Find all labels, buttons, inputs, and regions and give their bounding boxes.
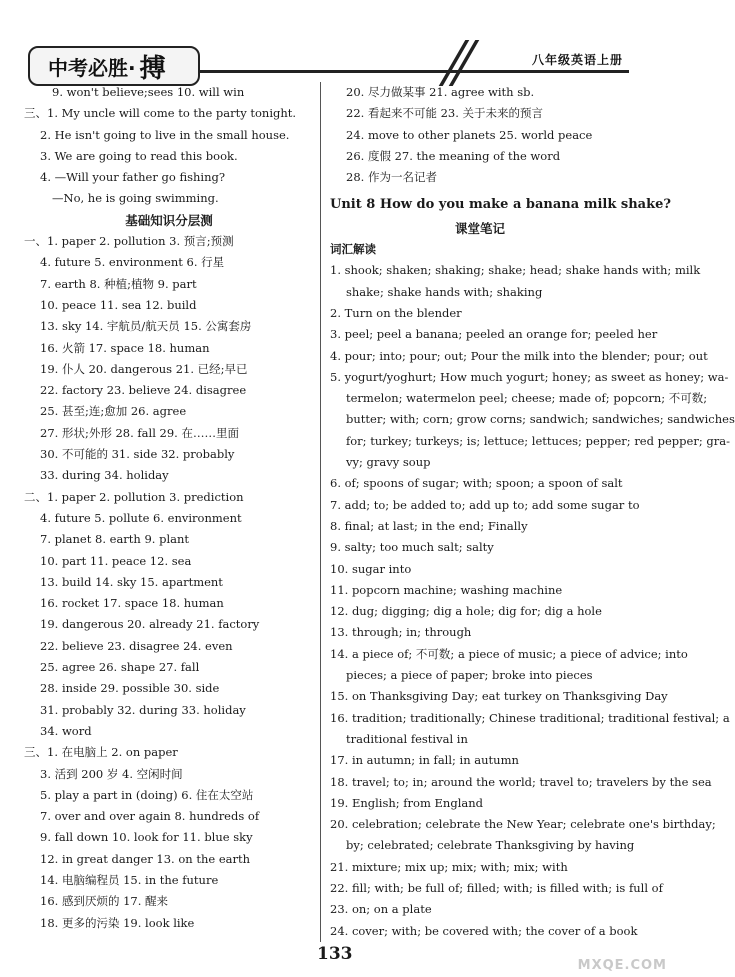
answer-line: 27. 形状;外形 28. fall 29. 在……里面	[40, 425, 239, 440]
answer-line: 12. dug; digging; dig a hole; dig for; dig a hole	[330, 604, 602, 619]
answer-line: 2. Turn on the blender	[330, 305, 462, 320]
answer-line: 31. probably 32. during 33. holiday	[40, 702, 246, 717]
answer-line: 15. on Thanksgiving Day; eat turkey on Thanksgiving Day	[330, 689, 668, 704]
answer-line: traditional festival in	[346, 731, 468, 746]
answer-line: 19. 仆人 20. dangerous 21. 已经;早已	[40, 361, 248, 376]
answer-line: 7. earth 8. 种植;植物 9. part	[40, 276, 197, 291]
answer-line: 9. won't believe;sees 10. will win	[52, 85, 245, 99]
answer-line: 19. dangerous 20. already 21. factory	[40, 617, 260, 632]
answer-line: 25. 甚至;连;愈加 26. agree	[40, 404, 187, 419]
answer-line: 4. pour; into; pour; out; Pour the milk into the blender; pour; out	[330, 348, 708, 363]
series-logo	[28, 46, 200, 86]
right-column	[330, 82, 735, 942]
answer-line: 16. rocket 17. space 18. human	[40, 596, 224, 611]
answer-line: 4. future 5. environment 6. 行星	[40, 255, 225, 270]
answer-line: 4. —Will your father go fishing?	[40, 170, 226, 185]
answer-line: shake; shake hands with; shaking	[346, 284, 543, 299]
answer-line: 14. a piece of; 不可数; a piece of music; a piece of advice; into	[330, 646, 688, 661]
answer-line: 16. tradition; traditionally; Chinese traditional; traditional festival; a	[330, 710, 730, 725]
answer-line: 一、1. paper 2. pollution 3. 预言;预测	[24, 234, 234, 249]
answer-line: butter; with; corn; grow corns; sandwich; sandwiches; sandwiches	[346, 412, 735, 427]
answer-line: pieces; a piece of paper; broke into pieces	[346, 668, 593, 683]
answer-line: 18. 更多的污染 19. look like	[40, 915, 195, 930]
answer-line: 9. fall down 10. look for 11. blue sky	[40, 830, 253, 845]
answer-line: 5. yogurt/yoghurt; How much yogurt; honey; as sweet as honey; wa-	[330, 369, 729, 384]
answer-line: 20. 尽力做某事 21. agree with sb.	[346, 85, 535, 99]
answer-line: 24. cover; with; be covered with; the cover of a book	[330, 923, 638, 938]
answer-line: 10. peace 11. sea 12. build	[40, 297, 197, 312]
answer-line: 二、1. paper 2. pollution 3. prediction	[24, 489, 244, 504]
answer-line: by; celebrated; celebrate Thanksgiving by having	[346, 838, 635, 853]
answer-line: 三、1. My uncle will come to the party tonight.	[24, 106, 297, 121]
answer-line: 16. 感到厌烦的 17. 醒来	[40, 894, 169, 909]
column-divider	[320, 82, 321, 942]
logo-character: 搏	[139, 53, 166, 84]
answer-line: 1. shook; shaken; shaking; shake; head; shake hands with; milk	[330, 263, 701, 278]
answer-line: 17. in autumn; in fall; in autumn	[330, 753, 519, 768]
answer-line: 25. agree 26. shape 27. fall	[40, 660, 200, 675]
answer-line: 22. believe 23. disagree 24. even	[40, 638, 233, 653]
answer-line: 9. salty; too much salt; salty	[330, 540, 494, 555]
answer-line: 11. popcorn machine; washing machine	[330, 582, 563, 597]
answer-line: 20. celebration; celebrate the New Year; celebrate one's birthday;	[330, 817, 716, 832]
answer-line: 28. 作为一名记者	[346, 170, 437, 185]
answer-line: 3. peel; peel a banana; peeled an orange for; peeled her	[330, 327, 658, 342]
answer-line: 12. in great danger 13. on the earth	[40, 851, 251, 866]
answer-line: 19. English; from England	[330, 795, 484, 810]
answer-line: 13. build 14. sky 15. apartment	[40, 574, 223, 589]
answer-line: 26. 度假 27. the meaning of the word	[346, 148, 561, 163]
answer-line: vy; gravy soup	[346, 455, 431, 470]
watermark: MXQE.COM	[577, 958, 667, 973]
answer-line: 13. through; in; through	[330, 625, 472, 640]
answer-line: 16. 火箭 17. space 18. human	[40, 340, 210, 355]
answer-line: 14. 电脑编程员 15. in the future	[40, 872, 219, 887]
answer-line: for; turkey; turkeys; is; lettuce; lettuces; pepper; red pepper; gra-	[346, 433, 730, 448]
answer-line: 5. play a part in (doing) 6. 住在太空站	[40, 787, 254, 802]
section-heading: 课堂笔记	[454, 220, 505, 236]
logo-text: 中考必胜·	[48, 55, 136, 80]
answer-line: 30. 不可能的 31. side 32. probably	[40, 447, 235, 462]
answer-line: 10. sugar into	[330, 561, 412, 576]
answer-line: termelon; watermelon peel; cheese; made of; popcorn; 不可数;	[346, 391, 708, 406]
answer-line: 23. on; on a plate	[330, 902, 432, 917]
answer-line: 21. mixture; mix up; mix; with; mix; with	[330, 859, 568, 874]
answer-line: 7. planet 8. earth 9. plant	[40, 532, 190, 547]
header-rule	[200, 70, 629, 73]
subsection-heading: 词汇解读	[330, 242, 376, 257]
page-number: 133	[317, 944, 353, 964]
answer-line: 3. We are going to read this book.	[40, 148, 238, 163]
answer-line: 18. travel; to; in; around the world; travel to; travelers by the sea	[330, 774, 712, 789]
answer-line: 10. part 11. peace 12. sea	[40, 553, 192, 568]
page-header	[0, 0, 675, 95]
answer-line: 6. of; spoons of sugar; with; spoon; a spoon of salt	[330, 476, 623, 491]
answer-line: 13. sky 14. 宇航员/航天员 15. 公寓套房	[40, 319, 252, 334]
answer-line: 22. 看起来不可能 23. 关于未来的预言	[346, 106, 544, 121]
answer-line: 33. during 34. holiday	[40, 468, 169, 483]
answer-line: —No, he is going swimming.	[52, 191, 219, 206]
section-heading: 基础知识分层测	[125, 212, 213, 228]
left-column	[24, 82, 314, 934]
book-tag: 八年级英语上册	[531, 52, 623, 67]
answer-line: 3. 活到 200 岁 4. 空闲时间	[40, 766, 183, 781]
answer-line: 28. inside 29. possible 30. side	[40, 681, 220, 696]
unit-title: Unit 8 How do you make a banana milk shake?	[330, 197, 671, 213]
answer-line: 7. add; to; be added to; add up to; add some sugar to	[330, 497, 640, 512]
answer-line: 4. future 5. pollute 6. environment	[40, 510, 242, 525]
answer-line: 24. move to other planets 25. world peace	[346, 127, 593, 142]
answer-line: 22. fill; with; be full of; filled; with; is filled with; is full of	[330, 880, 663, 895]
answer-line: 8. final; at last; in the end; Finally	[330, 518, 528, 533]
answer-line: 34. word	[40, 723, 92, 738]
answer-line: 2. He isn't going to live in the small house.	[40, 127, 290, 142]
answer-line: 三、1. 在电脑上 2. on paper	[24, 745, 178, 760]
answer-line: 22. factory 23. believe 24. disagree	[40, 383, 247, 398]
answer-line: 7. over and over again 8. hundreds of	[40, 809, 260, 824]
